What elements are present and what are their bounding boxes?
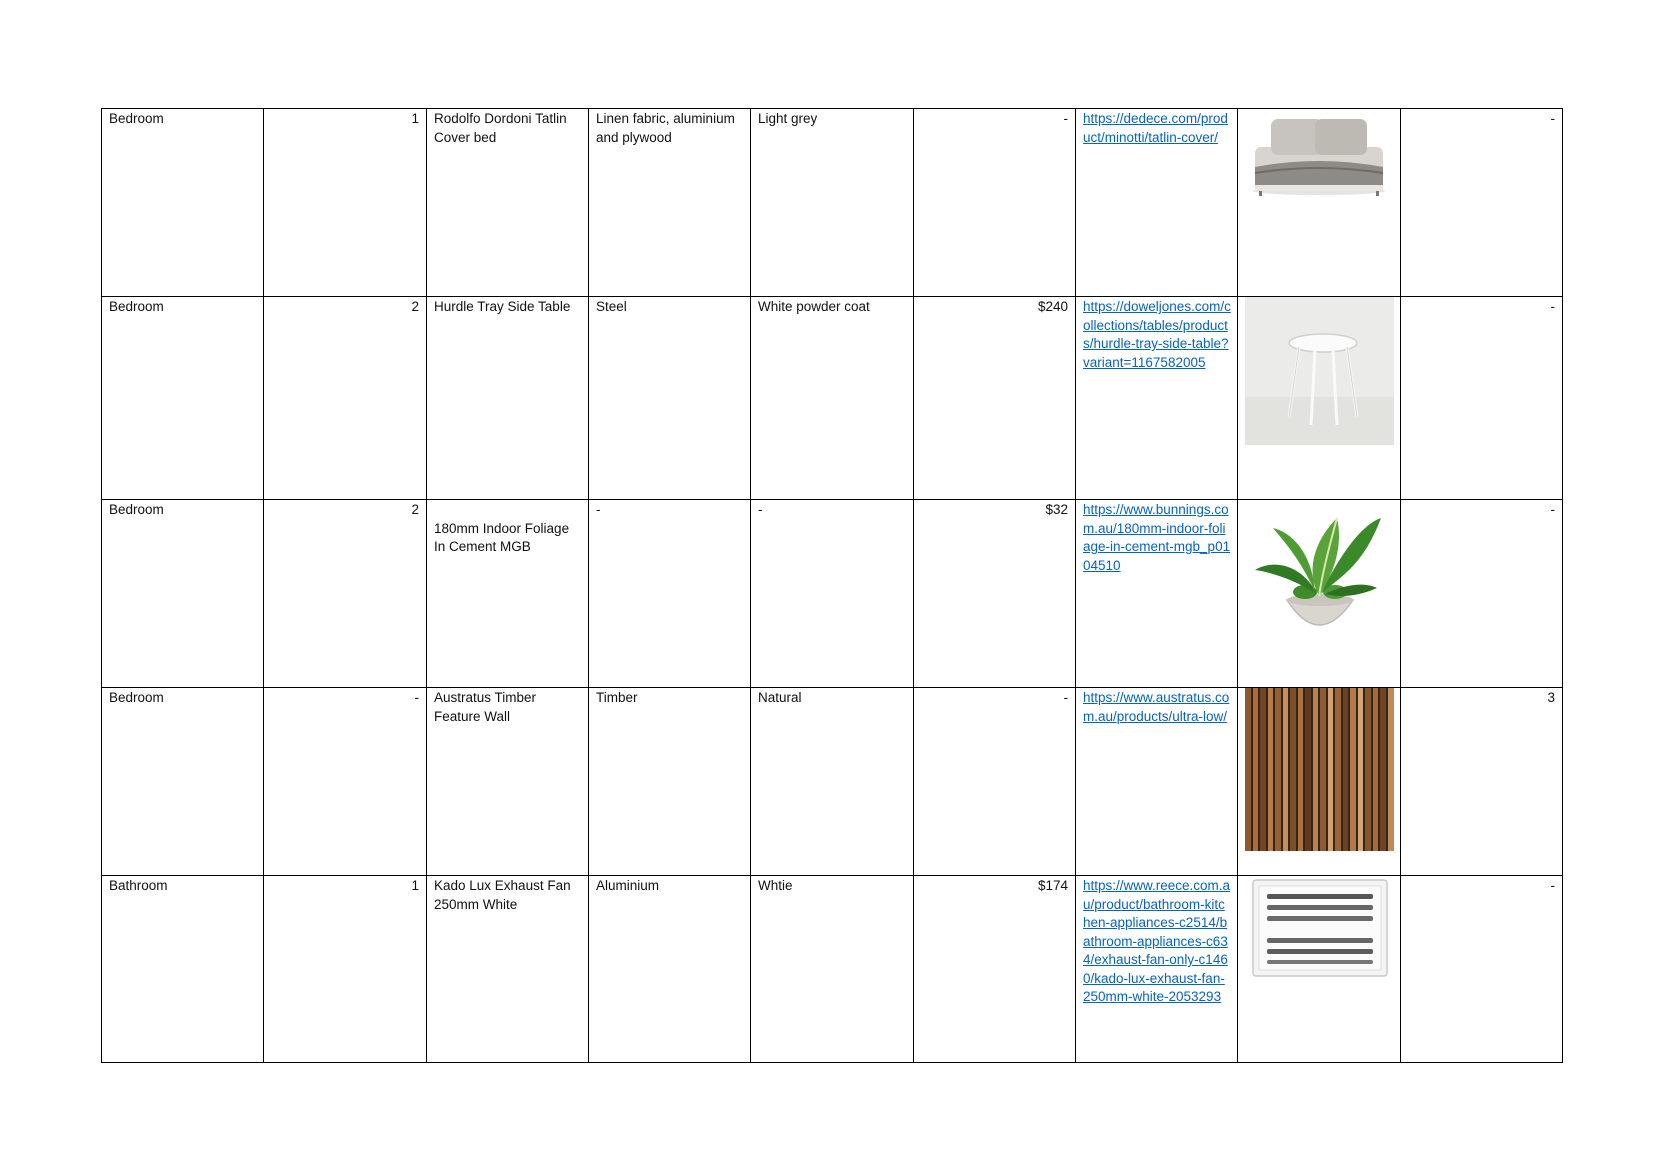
quantity-cell: 1 — [264, 109, 427, 297]
quantity-cell: 2 — [264, 500, 427, 688]
side-table-icon — [1245, 297, 1394, 445]
room-cell: Bedroom — [102, 109, 264, 297]
price-cell: - — [914, 688, 1076, 876]
image-cell — [1238, 500, 1401, 688]
item-cell — [427, 500, 589, 688]
room-cell: Bedroom — [102, 297, 264, 500]
furniture-schedule-table — [101, 108, 1563, 1063]
item-text: 180mm Indoor Foliage In Cement MGB — [434, 520, 570, 554]
product-link[interactable]: https://www.reece.com.au/product/bathroom-kitchen-appliances-c2514/bathroom-appliances-c634/exhaust-fan-only-c1460/kado-lux-exhaust-fan-250mm-white-2053293 — [1083, 878, 1231, 1004]
material-cell: Aluminium — [589, 876, 751, 1063]
note-cell: - — [1401, 297, 1563, 500]
material-cell: Timber — [589, 688, 751, 876]
link-cell — [1076, 876, 1238, 1063]
table-row — [102, 688, 1563, 876]
table-row — [102, 297, 1563, 500]
item-cell: Hurdle Tray Side Table — [427, 297, 589, 500]
material-cell: Linen fabric, aluminium and plywood — [589, 109, 751, 297]
product-link[interactable]: https://www.bunnings.com.au/180mm-indoor-foliage-in-cement-mgb_p0104510 — [1083, 502, 1231, 573]
finish-cell: Whtie — [751, 876, 914, 1063]
product-link[interactable]: https://www.austratus.com.au/products/ultra-low/ — [1083, 690, 1230, 724]
note-cell: 3 — [1401, 688, 1563, 876]
price-cell: $32 — [914, 500, 1076, 688]
exhaust-fan-icon — [1245, 876, 1394, 980]
finish-cell: - — [751, 500, 914, 688]
image-cell — [1238, 109, 1401, 297]
quantity-cell: 2 — [264, 297, 427, 500]
price-cell: $174 — [914, 876, 1076, 1063]
timber-wall-icon — [1245, 688, 1394, 851]
room-cell: Bedroom — [102, 688, 264, 876]
material-cell: Steel — [589, 297, 751, 500]
link-cell — [1076, 500, 1238, 688]
item-cell: Austratus Timber Feature Wall — [427, 688, 589, 876]
link-cell — [1076, 109, 1238, 297]
table-row — [102, 500, 1563, 688]
image-cell — [1238, 688, 1401, 876]
quantity-cell: 1 — [264, 876, 427, 1063]
image-cell — [1238, 297, 1401, 500]
finish-cell: Light grey — [751, 109, 914, 297]
material-cell: - — [589, 500, 751, 688]
image-cell — [1238, 876, 1401, 1063]
room-cell: Bedroom — [102, 500, 264, 688]
finish-cell: White powder coat — [751, 297, 914, 500]
product-link[interactable]: https://dedece.com/product/minotti/tatlin-cover/ — [1083, 111, 1228, 145]
product-link[interactable]: https://doweljones.com/collections/tables/products/hurdle-tray-side-table?variant=1167582005 — [1083, 299, 1231, 370]
link-cell — [1076, 297, 1238, 500]
note-cell: - — [1401, 876, 1563, 1063]
table-row — [102, 876, 1563, 1063]
price-cell: - — [914, 109, 1076, 297]
bed-icon — [1245, 109, 1394, 199]
note-cell: - — [1401, 500, 1563, 688]
quantity-cell: - — [264, 688, 427, 876]
finish-cell: Natural — [751, 688, 914, 876]
item-cell: Rodolfo Dordoni Tatlin Cover bed — [427, 109, 589, 297]
link-cell — [1076, 688, 1238, 876]
potted-plant-icon — [1245, 500, 1394, 640]
note-cell: - — [1401, 109, 1563, 297]
item-cell: Kado Lux Exhaust Fan 250mm White — [427, 876, 589, 1063]
table-row — [102, 109, 1563, 297]
price-cell: $240 — [914, 297, 1076, 500]
room-cell: Bathroom — [102, 876, 264, 1063]
